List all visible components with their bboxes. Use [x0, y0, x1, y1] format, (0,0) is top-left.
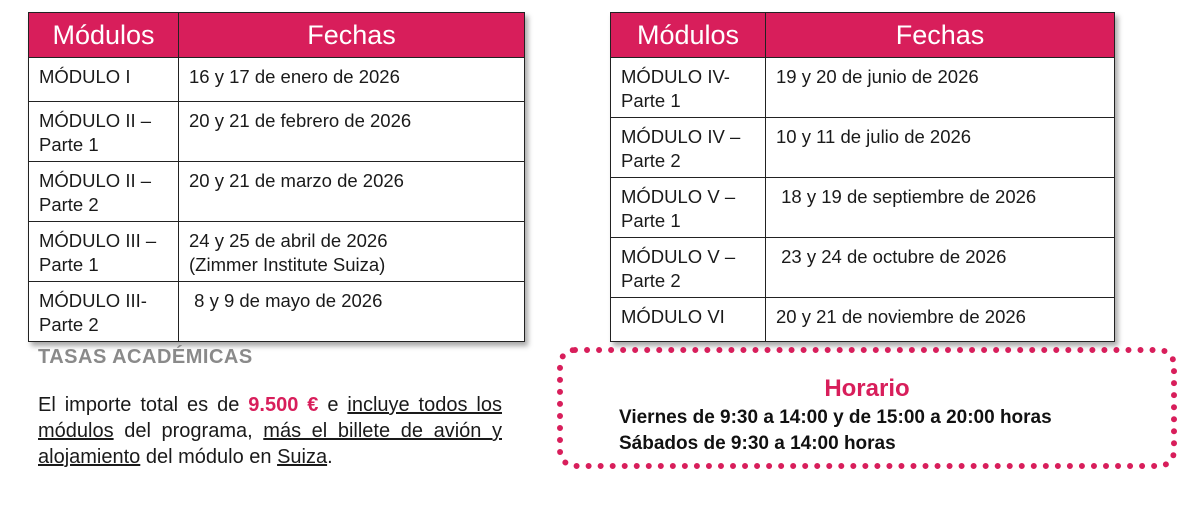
- date-cell: [179, 222, 525, 282]
- module-cell: MÓDULO IV – Parte 2: [611, 118, 766, 178]
- table-row: [611, 178, 1115, 238]
- fees-text-2: e: [318, 394, 348, 416]
- fees-paragraph: [38, 392, 502, 470]
- date-cell: 19 y 20 de junio de 2026: [766, 58, 1115, 118]
- fees-title: TASAS ACADÉMICAS: [38, 346, 253, 368]
- date-cell: 16 y 17 de enero de 2026: [179, 58, 525, 102]
- table-row: [611, 118, 1115, 178]
- date-cell: 20 y 21 de marzo de 2026: [179, 162, 525, 222]
- fees-amount: 9.500 €: [248, 394, 319, 416]
- module-cell: MÓDULO V – Parte 2: [611, 238, 766, 298]
- module-cell: MÓDULO III- Parte 2: [29, 282, 179, 342]
- table-row: [611, 58, 1115, 118]
- fees-text-4: del módulo en: [140, 446, 278, 468]
- table-header-row: [611, 13, 1115, 58]
- table-row: [29, 102, 525, 162]
- fees-text-5: .: [327, 446, 333, 468]
- schedule-table-right: [610, 12, 1115, 342]
- fees-underline-3: Suiza: [277, 446, 328, 468]
- date-note: (Zimmer Institute Suiza): [189, 254, 386, 275]
- hours-line-saturday: Sábados de 9:30 a 14:00 horas: [619, 433, 896, 454]
- date-cell: 18 y 19 de septiembre de 2026: [766, 178, 1115, 238]
- date-cell: 8 y 9 de mayo de 2026: [179, 282, 525, 342]
- module-cell: MÓDULO IV- Parte 1: [611, 58, 766, 118]
- module-cell: MÓDULO II – Parte 1: [29, 102, 179, 162]
- table-row: [611, 298, 1115, 342]
- table-row: [29, 282, 525, 342]
- header-modules: Módulos: [29, 13, 179, 58]
- hours-line-friday: Viernes de 9:30 a 14:00 y de 15:00 a 20:00 horas: [619, 407, 1052, 428]
- fees-underline-2: más el billete de avión y alojamiento: [38, 420, 502, 468]
- hours-title: Horario: [824, 375, 910, 402]
- header-dates: Fechas: [179, 13, 525, 58]
- schedule-table-left: [28, 12, 525, 342]
- table-row: [29, 162, 525, 222]
- header-modules: Módulos: [611, 13, 766, 58]
- date-cell: 10 y 11 de julio de 2026: [766, 118, 1115, 178]
- hours-box: [557, 347, 1177, 469]
- date-cell: 20 y 21 de noviembre de 2026: [766, 298, 1115, 342]
- table-row: [611, 238, 1115, 298]
- module-cell: MÓDULO I: [29, 58, 179, 102]
- fees-underline-1: incluye todos los módulos: [38, 394, 502, 442]
- date-text: 24 y 25 de abril de 2026: [189, 230, 388, 251]
- module-cell: MÓDULO III – Parte 1: [29, 222, 179, 282]
- module-cell: MÓDULO V – Parte 1: [611, 178, 766, 238]
- table-header-row: [29, 13, 525, 58]
- table-row: [29, 222, 525, 282]
- table-row: [29, 58, 525, 102]
- fees-text-3: del programa,: [113, 420, 264, 442]
- fees-text-1: El importe total es de: [38, 394, 249, 416]
- module-cell: MÓDULO VI: [611, 298, 766, 342]
- date-cell: 20 y 21 de febrero de 2026: [179, 102, 525, 162]
- date-cell: 23 y 24 de octubre de 2026: [766, 238, 1115, 298]
- module-cell: MÓDULO II – Parte 2: [29, 162, 179, 222]
- header-dates: Fechas: [766, 13, 1115, 58]
